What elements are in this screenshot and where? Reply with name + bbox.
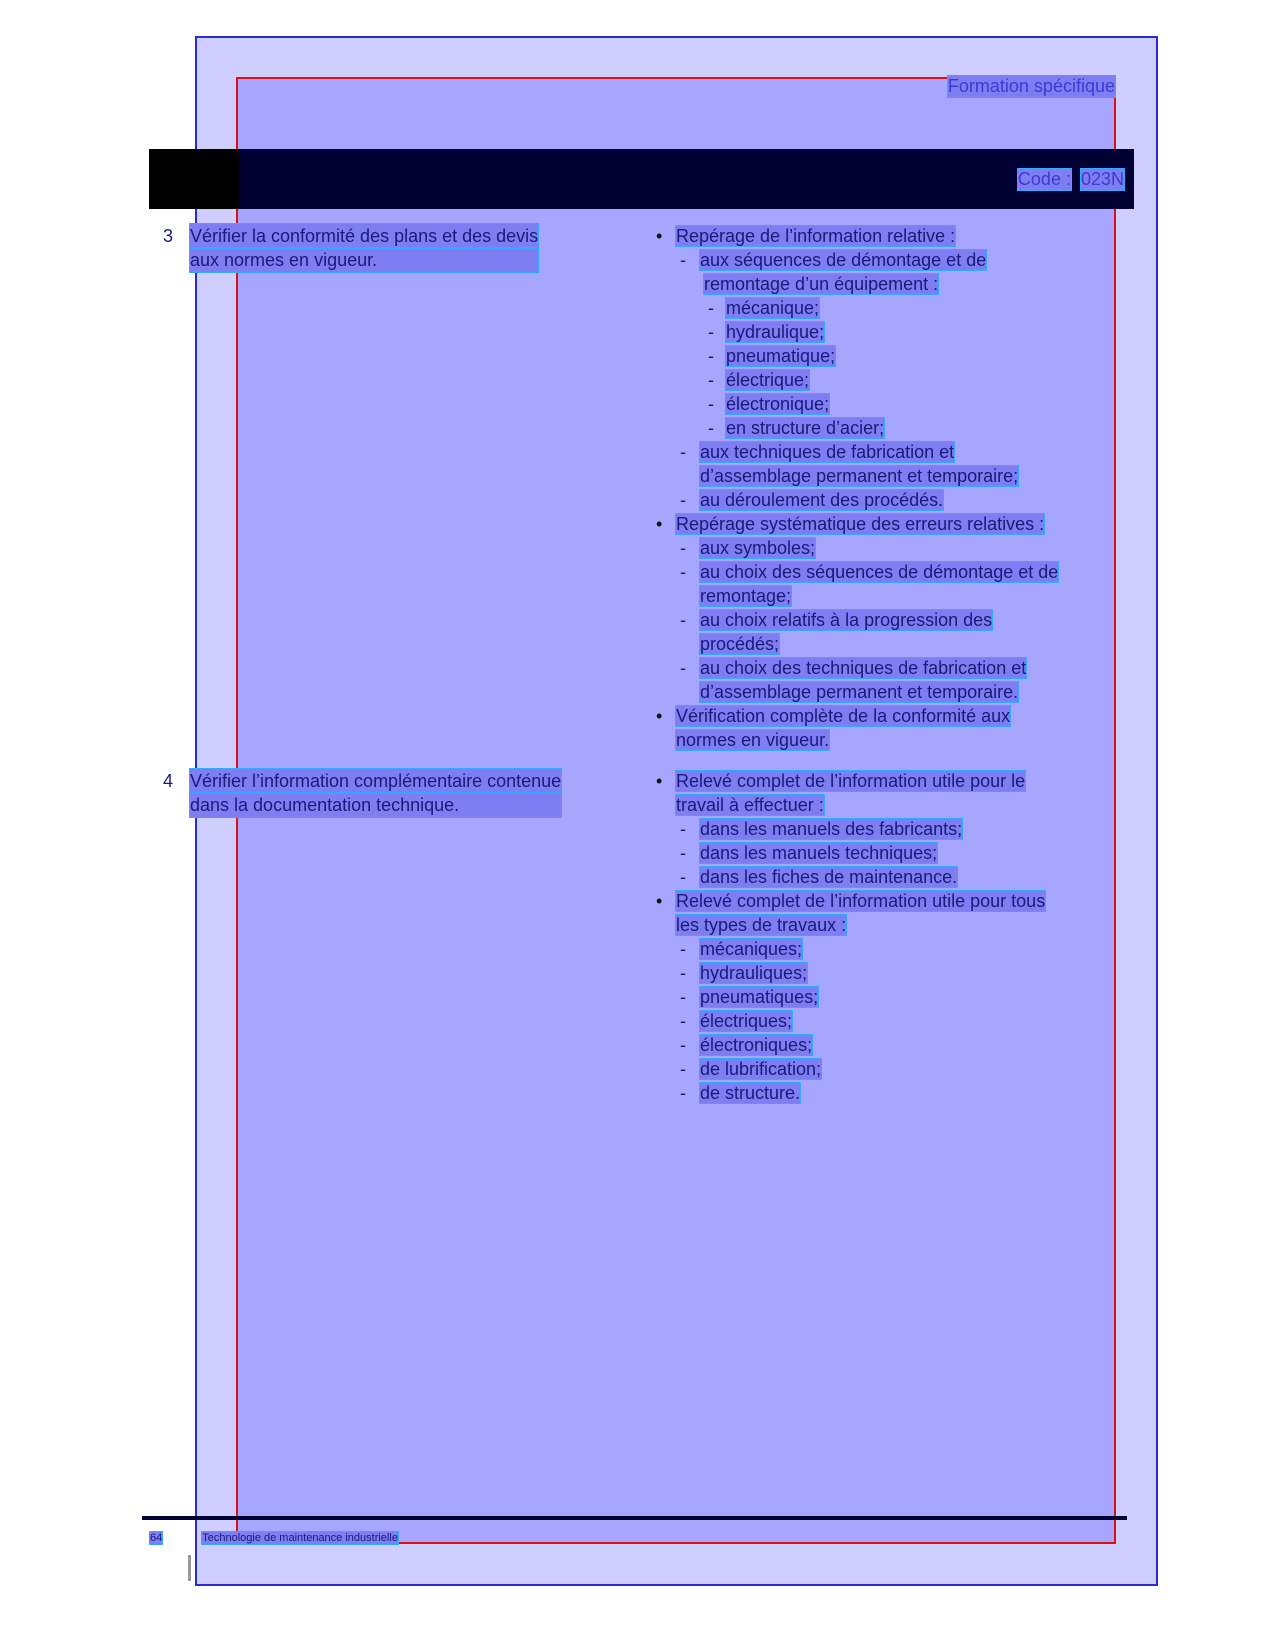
criterion-text: travail à effectuer : (676, 795, 824, 815)
element-text-line: Vérifier la conformité des plans et des devis (190, 226, 539, 246)
footer-rule (142, 1516, 1127, 1520)
criterion-text: hydrauliques; (700, 963, 808, 983)
criterion-text: au déroulement des procédés. (700, 490, 944, 510)
criterion-text: aux symboles; (700, 538, 816, 558)
criterion-text: dans les manuels des fabricants; (700, 819, 963, 839)
criterion-text: pneumatiques; (700, 987, 819, 1007)
element-text-line: dans la documentation technique. (190, 793, 561, 817)
element-number: 4 (163, 771, 174, 791)
criterion-text: au choix des techniques de fabrication et (700, 658, 1027, 678)
criterion-text: d’assemblage permanent et temporaire. (700, 682, 1019, 702)
criterion-text: dans les fiches de maintenance. (700, 867, 958, 887)
code-value: 023N (1080, 169, 1124, 189)
criterion-text: électrique; (726, 370, 810, 390)
criterion-text: mécaniques; (700, 939, 803, 959)
criterion-text: Repérage systématique des erreurs relatives : (676, 514, 1045, 534)
criterion-text: Repérage de l’information relative : (676, 226, 956, 246)
criterion-text: au choix des séquences de démontage et de (700, 562, 1059, 582)
criterion-text: les types de travaux : (676, 915, 847, 935)
criterion-text: de lubrification; (700, 1059, 822, 1079)
margin-mark (188, 1555, 191, 1581)
element-number: 3 (163, 226, 174, 246)
criterion-text: dans les manuels techniques; (700, 843, 938, 863)
criterion-text: aux séquences de démontage et de (700, 250, 987, 270)
criteria-3 (652, 224, 1107, 752)
criterion-text: en structure d’acier; (726, 418, 885, 438)
section-label: Formation spécifique (947, 76, 1115, 96)
criterion-text: Vérification complète de la conformité aux (676, 706, 1011, 726)
criteria-4 (652, 769, 1107, 1105)
criterion-text: électroniques; (700, 1035, 813, 1055)
competency-code (1018, 169, 1124, 190)
element-text-line: aux normes en vigueur. (190, 248, 538, 272)
criterion-text: procédés; (700, 634, 780, 654)
page-footer (150, 1532, 398, 1544)
header-band (149, 149, 1134, 209)
criterion-text: mécanique; (726, 298, 820, 318)
criterion-text: hydraulique; (726, 322, 825, 342)
criterion-text: normes en vigueur. (676, 730, 830, 750)
code-label: Code : (1017, 169, 1071, 189)
criterion-text: de structure. (700, 1083, 801, 1103)
criterion-text: Relevé complet de l’information utile pour le (676, 771, 1026, 791)
criterion-text: aux techniques de fabrication et (700, 442, 955, 462)
criterion-text: Relevé complet de l’information utile pour tous (676, 891, 1046, 911)
page-number: 64 (150, 1532, 163, 1544)
criterion-text: électriques; (700, 1011, 793, 1031)
criterion-text: électronique; (726, 394, 830, 414)
element-text-line: Vérifier l’information complémentaire contenue (190, 771, 562, 791)
criterion-text: d’assemblage permanent et temporaire; (700, 466, 1019, 486)
criterion-text: remontage; (700, 586, 792, 606)
header-band-dark-segment (149, 149, 239, 209)
program-name: Technologie de maintenance industrielle (202, 1532, 398, 1544)
criterion-text: pneumatique; (726, 346, 836, 366)
criterion-text: remontage d’un équipement : (704, 274, 939, 294)
criterion-text: au choix relatifs à la progression des (700, 610, 993, 630)
